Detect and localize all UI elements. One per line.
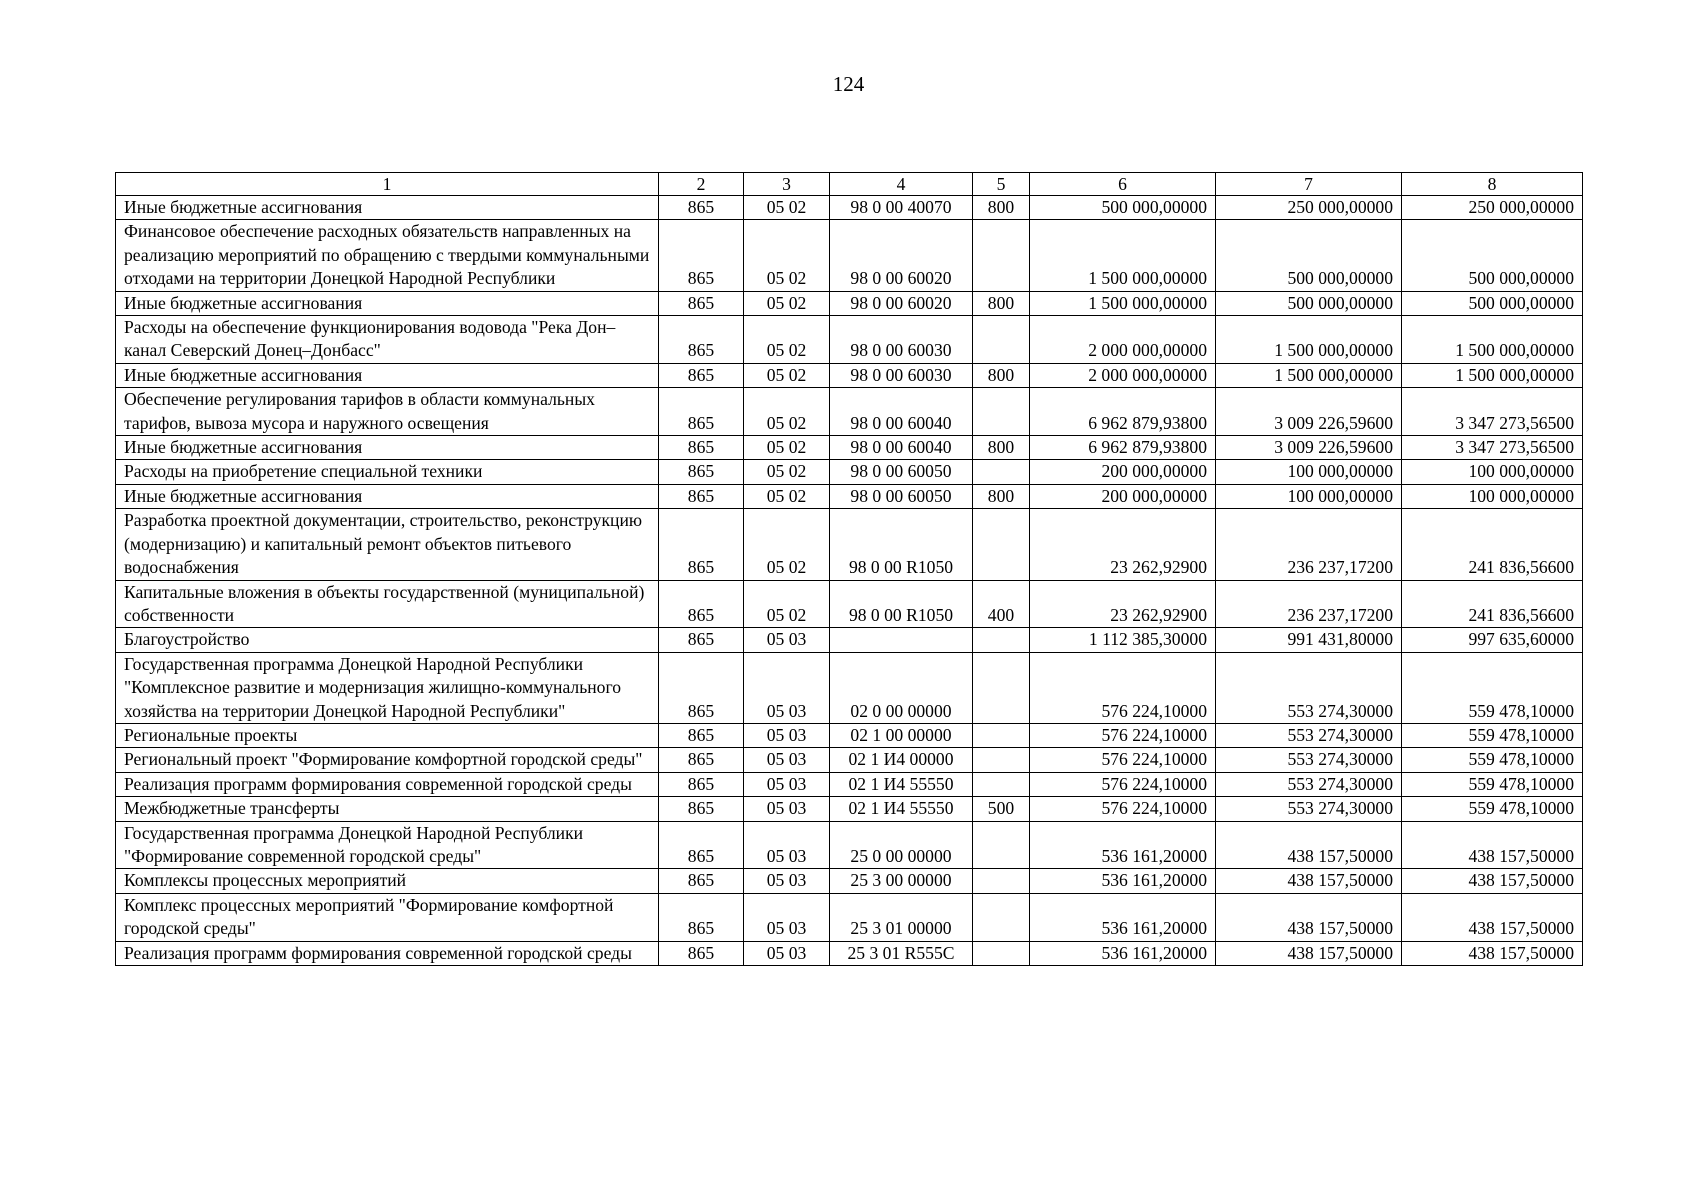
amount-col8-cell: 438 157,50000 xyxy=(1402,893,1583,941)
expense-type-cell xyxy=(973,628,1030,652)
amount-col7-cell: 3 009 226,59600 xyxy=(1216,436,1402,460)
section-code-cell: 05 03 xyxy=(744,652,830,723)
section-code-cell: 05 02 xyxy=(744,316,830,364)
target-code-cell: 25 3 01 00000 xyxy=(830,893,973,941)
amount-col6-cell: 2 000 000,00000 xyxy=(1030,363,1216,387)
amount-col7-cell: 236 237,17200 xyxy=(1216,509,1402,580)
section-code-cell: 05 03 xyxy=(744,941,830,965)
item-name-cell: Межбюджетные трансферты xyxy=(116,797,659,821)
admin-code-cell: 865 xyxy=(659,363,744,387)
item-name-cell: Иные бюджетные ассигнования xyxy=(116,363,659,387)
section-code-cell: 05 02 xyxy=(744,291,830,315)
item-name-cell: Региональный проект "Формирование комфортной городской среды" xyxy=(116,748,659,772)
item-name-cell: Капитальные вложения в объекты государственной (муниципальной) собственности xyxy=(116,580,659,628)
header-cell: 5 xyxy=(973,173,1030,196)
target-code-cell: 98 0 00 R1050 xyxy=(830,580,973,628)
amount-col7-cell: 553 274,30000 xyxy=(1216,797,1402,821)
table-row xyxy=(116,748,1583,772)
admin-code-cell: 865 xyxy=(659,797,744,821)
amount-col8-cell: 559 478,10000 xyxy=(1402,652,1583,723)
target-code-cell: 25 3 00 00000 xyxy=(830,869,973,893)
amount-col8-cell: 438 157,50000 xyxy=(1402,941,1583,965)
amount-col7-cell: 553 274,30000 xyxy=(1216,723,1402,747)
amount-col8-cell: 500 000,00000 xyxy=(1402,220,1583,291)
admin-code-cell: 865 xyxy=(659,723,744,747)
amount-col8-cell: 1 500 000,00000 xyxy=(1402,316,1583,364)
section-code-cell: 05 02 xyxy=(744,220,830,291)
admin-code-cell: 865 xyxy=(659,484,744,508)
admin-code-cell: 865 xyxy=(659,772,744,796)
amount-col7-cell: 236 237,17200 xyxy=(1216,580,1402,628)
expense-type-cell: 500 xyxy=(973,797,1030,821)
table-row xyxy=(116,220,1583,291)
item-name-cell: Государственная программа Донецкой Народной Республики "Комплексное развитие и модернизация жилищно-коммунального хозяйства на территории Донецкой Народной Республики" xyxy=(116,652,659,723)
expense-type-cell xyxy=(973,388,1030,436)
amount-col6-cell: 576 224,10000 xyxy=(1030,772,1216,796)
table-row xyxy=(116,436,1583,460)
section-code-cell: 05 02 xyxy=(744,484,830,508)
expense-type-cell xyxy=(973,723,1030,747)
item-name-cell: Разработка проектной документации, строительство, реконструкцию (модернизацию) и капитальный ремонт объектов питьевого водоснабжения xyxy=(116,509,659,580)
item-name-cell: Комплекс процессных мероприятий "Формирование комфортной городской среды" xyxy=(116,893,659,941)
admin-code-cell: 865 xyxy=(659,316,744,364)
target-code-cell: 02 0 00 00000 xyxy=(830,652,973,723)
table-row xyxy=(116,941,1583,965)
amount-col7-cell: 553 274,30000 xyxy=(1216,772,1402,796)
amount-col7-cell: 553 274,30000 xyxy=(1216,748,1402,772)
item-name-cell: Финансовое обеспечение расходных обязательств направленных на реализацию мероприятий по обращению с твердыми коммунальными отходами на территории Донецкой Народной Республики xyxy=(116,220,659,291)
header-cell: 3 xyxy=(744,173,830,196)
amount-col6-cell: 200 000,00000 xyxy=(1030,460,1216,484)
item-name-cell: Расходы на приобретение специальной техники xyxy=(116,460,659,484)
amount-col6-cell: 576 224,10000 xyxy=(1030,748,1216,772)
amount-col6-cell: 1 112 385,30000 xyxy=(1030,628,1216,652)
header-cell: 7 xyxy=(1216,173,1402,196)
section-code-cell: 05 02 xyxy=(744,436,830,460)
expense-type-cell xyxy=(973,220,1030,291)
expense-type-cell xyxy=(973,941,1030,965)
header-cell: 1 xyxy=(116,173,659,196)
section-code-cell: 05 03 xyxy=(744,772,830,796)
item-name-cell: Благоустройство xyxy=(116,628,659,652)
amount-col6-cell: 536 161,20000 xyxy=(1030,869,1216,893)
section-code-cell: 05 03 xyxy=(744,723,830,747)
admin-code-cell: 865 xyxy=(659,436,744,460)
section-code-cell: 05 02 xyxy=(744,196,830,220)
admin-code-cell: 865 xyxy=(659,941,744,965)
amount-col7-cell: 553 274,30000 xyxy=(1216,652,1402,723)
expense-type-cell: 800 xyxy=(973,484,1030,508)
item-name-cell: Государственная программа Донецкой Народной Республики "Формирование современной городской среды" xyxy=(116,821,659,869)
table-row xyxy=(116,484,1583,508)
section-code-cell: 05 03 xyxy=(744,748,830,772)
target-code-cell: 98 0 00 60040 xyxy=(830,436,973,460)
admin-code-cell: 865 xyxy=(659,460,744,484)
section-code-cell: 05 03 xyxy=(744,821,830,869)
amount-col6-cell: 536 161,20000 xyxy=(1030,893,1216,941)
item-name-cell: Иные бюджетные ассигнования xyxy=(116,436,659,460)
target-code-cell: 02 1 И4 00000 xyxy=(830,748,973,772)
target-code-cell: 98 0 00 60030 xyxy=(830,316,973,364)
header-cell: 2 xyxy=(659,173,744,196)
admin-code-cell: 865 xyxy=(659,893,744,941)
amount-col7-cell: 991 431,80000 xyxy=(1216,628,1402,652)
amount-col8-cell: 559 478,10000 xyxy=(1402,772,1583,796)
expense-type-cell xyxy=(973,509,1030,580)
amount-col7-cell: 100 000,00000 xyxy=(1216,484,1402,508)
amount-col8-cell: 241 836,56600 xyxy=(1402,580,1583,628)
admin-code-cell: 865 xyxy=(659,509,744,580)
admin-code-cell: 865 xyxy=(659,291,744,315)
target-code-cell: 25 3 01 R555C xyxy=(830,941,973,965)
target-code-cell: 02 1 И4 55550 xyxy=(830,797,973,821)
item-name-cell: Комплексы процессных мероприятий xyxy=(116,869,659,893)
target-code-cell xyxy=(830,628,973,652)
amount-col7-cell: 1 500 000,00000 xyxy=(1216,316,1402,364)
table-row xyxy=(116,628,1583,652)
amount-col8-cell: 559 478,10000 xyxy=(1402,723,1583,747)
target-code-cell: 98 0 00 40070 xyxy=(830,196,973,220)
amount-col8-cell: 997 635,60000 xyxy=(1402,628,1583,652)
expense-type-cell xyxy=(973,893,1030,941)
target-code-cell: 98 0 00 60020 xyxy=(830,291,973,315)
amount-col7-cell: 1 500 000,00000 xyxy=(1216,363,1402,387)
expense-type-cell: 800 xyxy=(973,196,1030,220)
admin-code-cell: 865 xyxy=(659,652,744,723)
amount-col8-cell: 100 000,00000 xyxy=(1402,460,1583,484)
target-code-cell: 98 0 00 R1050 xyxy=(830,509,973,580)
expense-type-cell xyxy=(973,460,1030,484)
amount-col8-cell: 3 347 273,56500 xyxy=(1402,436,1583,460)
amount-col7-cell: 250 000,00000 xyxy=(1216,196,1402,220)
table-row xyxy=(116,363,1583,387)
target-code-cell: 98 0 00 60050 xyxy=(830,484,973,508)
target-code-cell: 02 1 00 00000 xyxy=(830,723,973,747)
amount-col6-cell: 536 161,20000 xyxy=(1030,941,1216,965)
amount-col7-cell: 500 000,00000 xyxy=(1216,220,1402,291)
table-row xyxy=(116,652,1583,723)
amount-col6-cell: 1 500 000,00000 xyxy=(1030,291,1216,315)
table-row xyxy=(116,291,1583,315)
amount-col8-cell: 241 836,56600 xyxy=(1402,509,1583,580)
amount-col7-cell: 3 009 226,59600 xyxy=(1216,388,1402,436)
table-row xyxy=(116,509,1583,580)
section-code-cell: 05 02 xyxy=(744,460,830,484)
amount-col8-cell: 100 000,00000 xyxy=(1402,484,1583,508)
amount-col7-cell: 438 157,50000 xyxy=(1216,821,1402,869)
budget-table xyxy=(115,172,1583,966)
amount-col6-cell: 23 262,92900 xyxy=(1030,580,1216,628)
page-number: 124 xyxy=(832,72,865,96)
amount-col7-cell: 500 000,00000 xyxy=(1216,291,1402,315)
item-name-cell: Обеспечение регулирования тарифов в области коммунальных тарифов, вывоза мусора и наружного освещения xyxy=(116,388,659,436)
amount-col8-cell: 250 000,00000 xyxy=(1402,196,1583,220)
admin-code-cell: 865 xyxy=(659,821,744,869)
admin-code-cell: 865 xyxy=(659,869,744,893)
item-name-cell: Иные бюджетные ассигнования xyxy=(116,291,659,315)
admin-code-cell: 865 xyxy=(659,628,744,652)
amount-col6-cell: 23 262,92900 xyxy=(1030,509,1216,580)
amount-col6-cell: 200 000,00000 xyxy=(1030,484,1216,508)
admin-code-cell: 865 xyxy=(659,748,744,772)
target-code-cell: 98 0 00 60030 xyxy=(830,363,973,387)
table-header-row xyxy=(116,173,1583,196)
target-code-cell: 98 0 00 60040 xyxy=(830,388,973,436)
amount-col8-cell: 500 000,00000 xyxy=(1402,291,1583,315)
expense-type-cell: 800 xyxy=(973,363,1030,387)
section-code-cell: 05 03 xyxy=(744,628,830,652)
amount-col7-cell: 438 157,50000 xyxy=(1216,869,1402,893)
item-name-cell: Иные бюджетные ассигнования xyxy=(116,196,659,220)
amount-col6-cell: 576 224,10000 xyxy=(1030,797,1216,821)
section-code-cell: 05 03 xyxy=(744,893,830,941)
item-name-cell: Расходы на обеспечение функционирования водовода "Река Дон–канал Северский Донец–Донбасс" xyxy=(116,316,659,364)
item-name-cell: Иные бюджетные ассигнования xyxy=(116,484,659,508)
table-row xyxy=(116,196,1583,220)
section-code-cell: 05 02 xyxy=(744,363,830,387)
amount-col7-cell: 438 157,50000 xyxy=(1216,893,1402,941)
admin-code-cell: 865 xyxy=(659,220,744,291)
header-cell: 6 xyxy=(1030,173,1216,196)
expense-type-cell xyxy=(973,772,1030,796)
table-row xyxy=(116,772,1583,796)
amount-col8-cell: 559 478,10000 xyxy=(1402,797,1583,821)
expense-type-cell xyxy=(973,869,1030,893)
expense-type-cell xyxy=(973,821,1030,869)
section-code-cell: 05 03 xyxy=(744,797,830,821)
amount-col7-cell: 438 157,50000 xyxy=(1216,941,1402,965)
target-code-cell: 25 0 00 00000 xyxy=(830,821,973,869)
section-code-cell: 05 03 xyxy=(744,869,830,893)
table-row xyxy=(116,316,1583,364)
amount-col6-cell: 1 500 000,00000 xyxy=(1030,220,1216,291)
expense-type-cell: 400 xyxy=(973,580,1030,628)
expense-type-cell xyxy=(973,652,1030,723)
section-code-cell: 05 02 xyxy=(744,580,830,628)
amount-col8-cell: 438 157,50000 xyxy=(1402,869,1583,893)
amount-col6-cell: 536 161,20000 xyxy=(1030,821,1216,869)
amount-col6-cell: 6 962 879,93800 xyxy=(1030,436,1216,460)
table-row xyxy=(116,797,1583,821)
expense-type-cell xyxy=(973,748,1030,772)
table-row xyxy=(116,460,1583,484)
amount-col8-cell: 3 347 273,56500 xyxy=(1402,388,1583,436)
amount-col6-cell: 576 224,10000 xyxy=(1030,652,1216,723)
table-row xyxy=(116,388,1583,436)
expense-type-cell xyxy=(973,316,1030,364)
admin-code-cell: 865 xyxy=(659,196,744,220)
section-code-cell: 05 02 xyxy=(744,388,830,436)
item-name-cell: Реализация программ формирования современной городской среды xyxy=(116,772,659,796)
item-name-cell: Региональные проекты xyxy=(116,723,659,747)
amount-col6-cell: 500 000,00000 xyxy=(1030,196,1216,220)
table-row xyxy=(116,869,1583,893)
amount-col8-cell: 559 478,10000 xyxy=(1402,748,1583,772)
amount-col7-cell: 100 000,00000 xyxy=(1216,460,1402,484)
amount-col6-cell: 2 000 000,00000 xyxy=(1030,316,1216,364)
table-row xyxy=(116,821,1583,869)
section-code-cell: 05 02 xyxy=(744,509,830,580)
amount-col8-cell: 1 500 000,00000 xyxy=(1402,363,1583,387)
admin-code-cell: 865 xyxy=(659,580,744,628)
target-code-cell: 02 1 И4 55550 xyxy=(830,772,973,796)
expense-type-cell: 800 xyxy=(973,291,1030,315)
table-row xyxy=(116,893,1583,941)
amount-col6-cell: 576 224,10000 xyxy=(1030,723,1216,747)
table-row xyxy=(116,580,1583,628)
admin-code-cell: 865 xyxy=(659,388,744,436)
header-cell: 8 xyxy=(1402,173,1583,196)
header-cell: 4 xyxy=(830,173,973,196)
target-code-cell: 98 0 00 60050 xyxy=(830,460,973,484)
amount-col8-cell: 438 157,50000 xyxy=(1402,821,1583,869)
target-code-cell: 98 0 00 60020 xyxy=(830,220,973,291)
table-row xyxy=(116,723,1583,747)
amount-col6-cell: 6 962 879,93800 xyxy=(1030,388,1216,436)
expense-type-cell: 800 xyxy=(973,436,1030,460)
item-name-cell: Реализация программ формирования современной городской среды xyxy=(116,941,659,965)
